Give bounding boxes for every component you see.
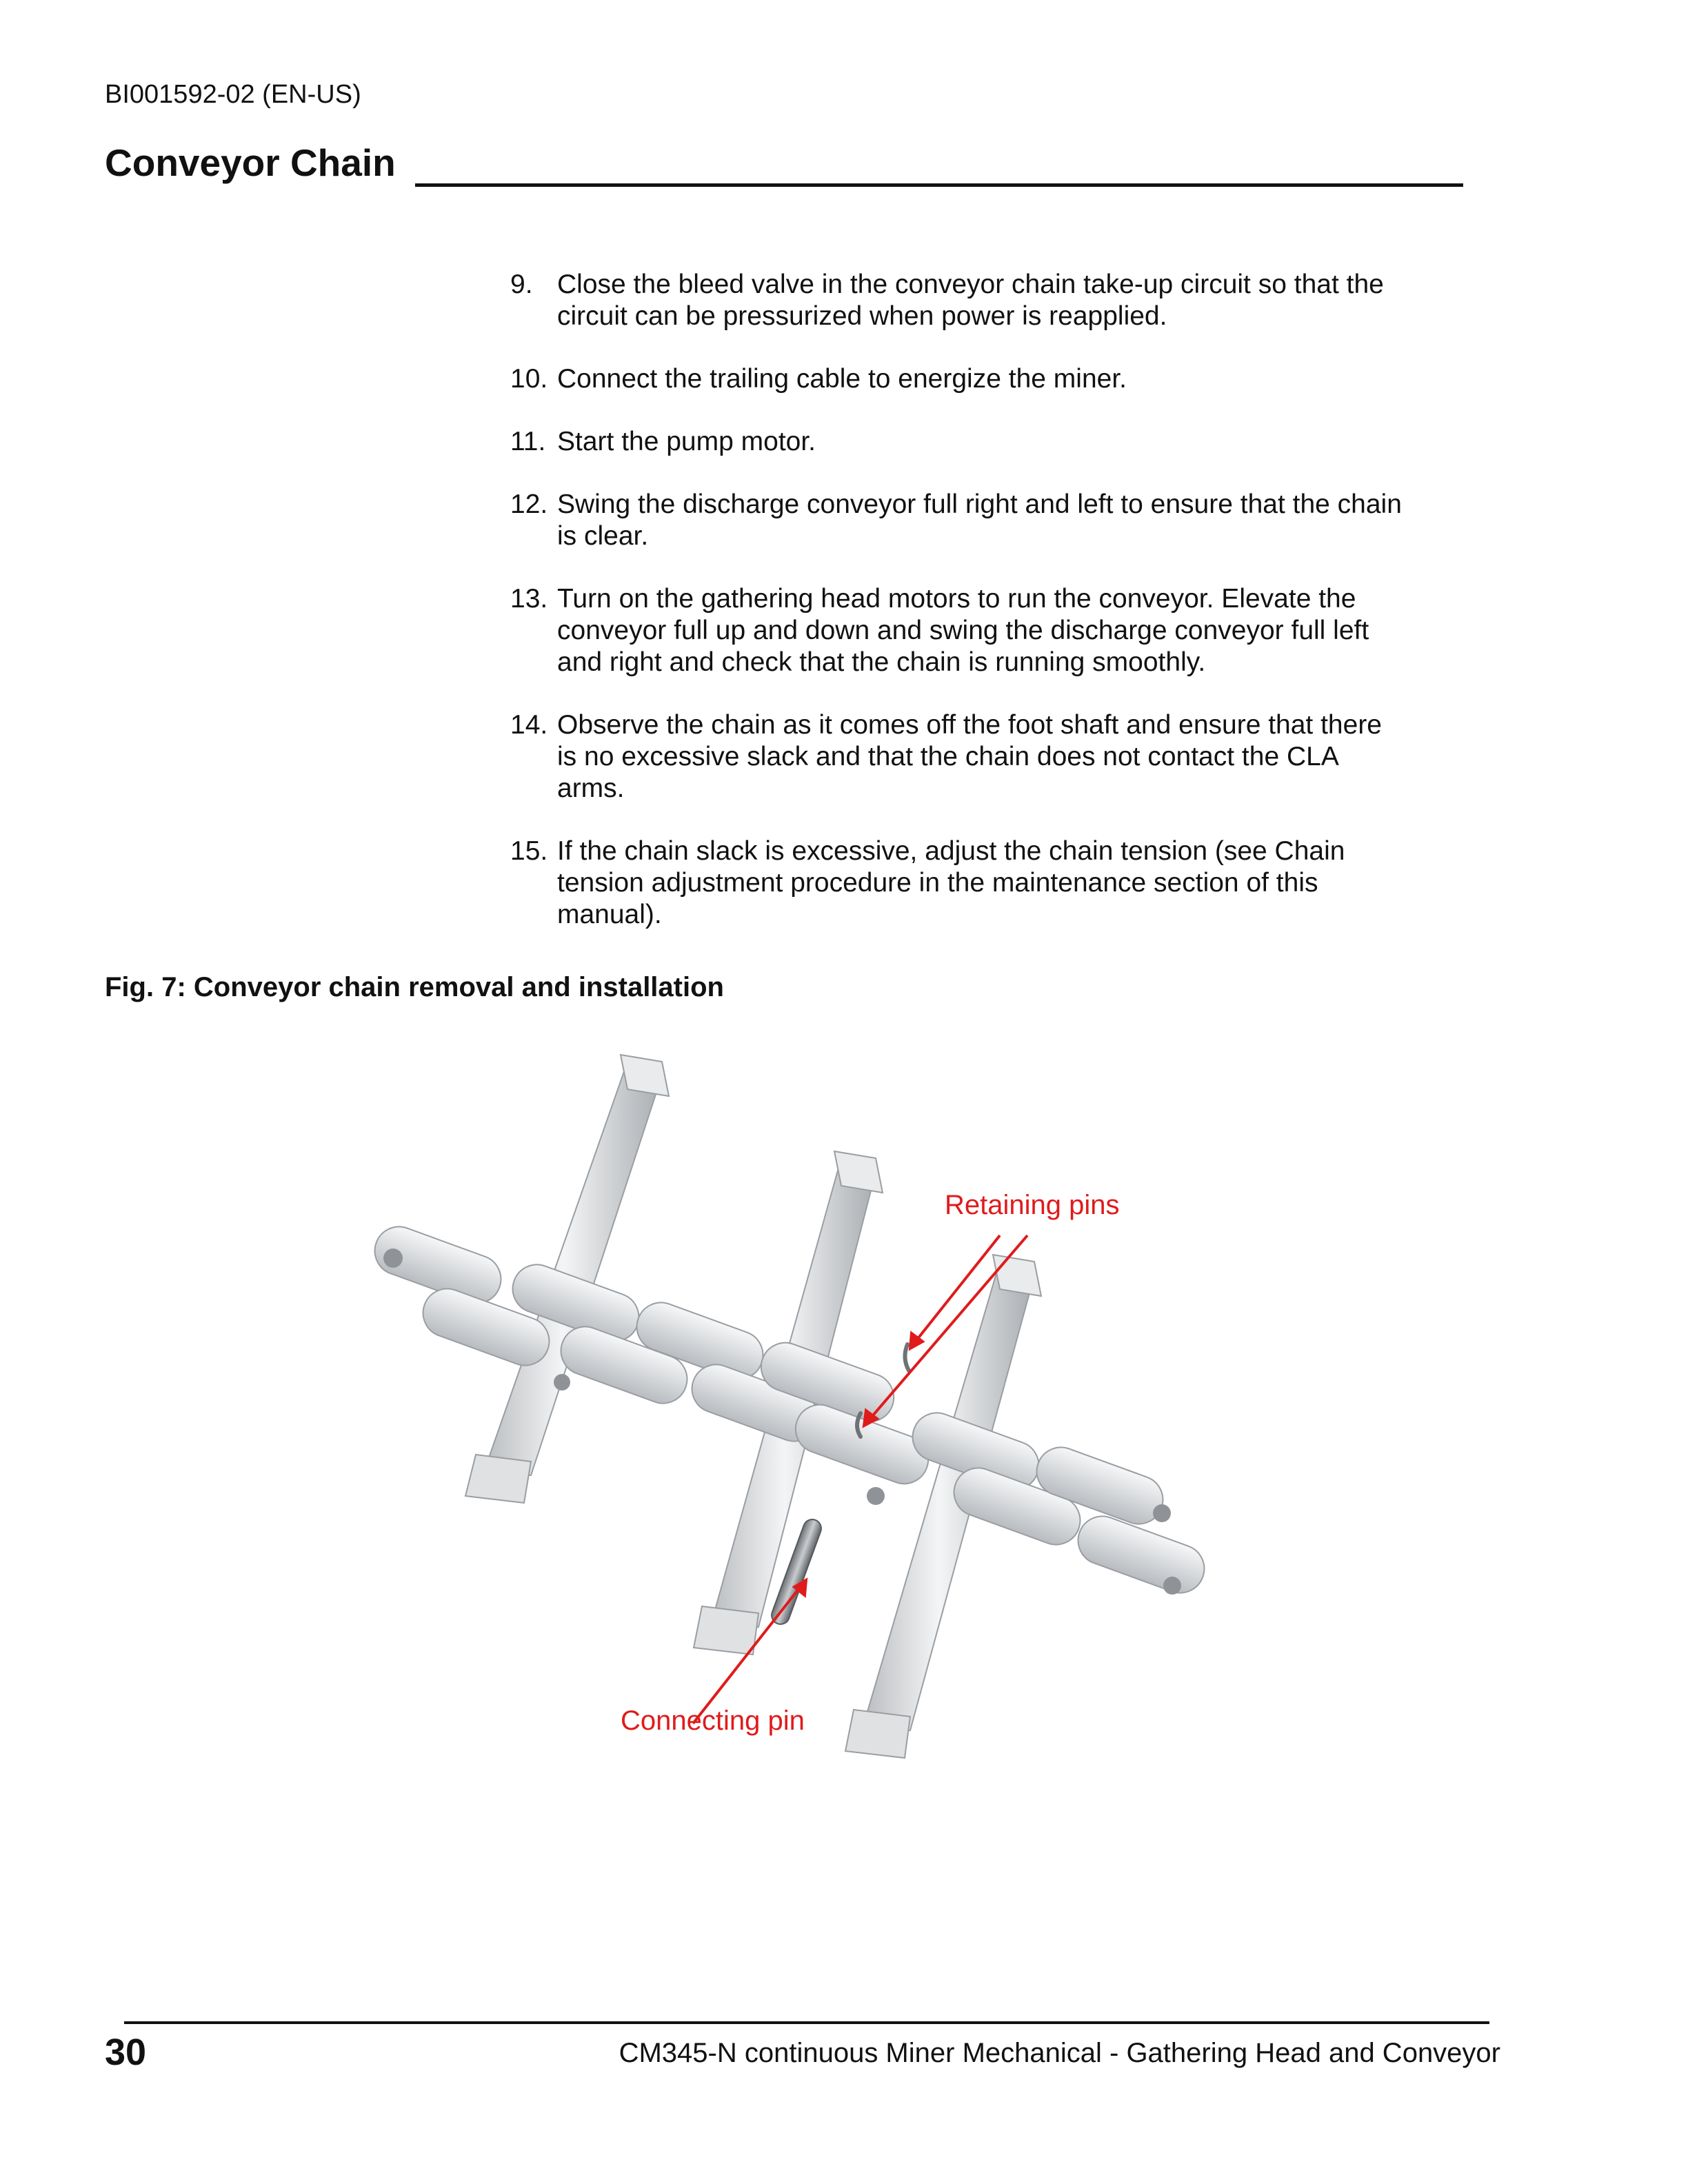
page-number: 30	[105, 2032, 147, 2073]
list-item	[510, 426, 1407, 458]
list-item	[510, 363, 1407, 395]
chain-figure	[303, 1034, 1269, 1792]
step-text: Observe the chain as it comes off the foot shaft and ensure that there is no excessive slack and that the chain does not contact the CLA arms.	[557, 710, 1382, 803]
list-item	[510, 269, 1407, 332]
step-text: Turn on the gathering head motors to run the conveyor. Elevate the conveyor full up and down and swing the discharge conveyor full left and right and check that the chain is running smoothly.	[557, 584, 1369, 677]
step-text: Connect the trailing cable to energize the miner.	[557, 364, 1127, 394]
chain-illustration	[303, 1034, 1269, 1792]
step-text: Close the bleed valve in the conveyor chain take-up circuit so that the circuit can be pressurized when power is reapplied.	[557, 270, 1384, 331]
step-text: Start the pump motor.	[557, 427, 816, 456]
step-number: 13.	[510, 584, 548, 614]
list-item	[510, 836, 1407, 931]
page-title-row	[105, 141, 1463, 189]
step-number: 9.	[510, 270, 533, 299]
callout-retaining-pins: Retaining pins	[945, 1190, 1120, 1220]
step-number: 15.	[510, 836, 548, 866]
step-text: Swing the discharge conveyor full right and left to ensure that the chain is clear.	[557, 489, 1402, 551]
step-number: 14.	[510, 710, 548, 740]
title-rule	[415, 183, 1463, 187]
list-item	[510, 709, 1407, 805]
callout-connecting-pin: Connecting pin	[621, 1706, 805, 1736]
step-text: If the chain slack is excessive, adjust the chain tension (see Chain tension adjustment procedure in the maintenance section of this manual).	[557, 836, 1345, 929]
step-number: 11.	[510, 427, 546, 456]
list-item	[510, 583, 1407, 678]
footer-rule	[124, 2021, 1489, 2024]
list-item	[510, 489, 1407, 552]
footer-text: CM345-N continuous Miner Mechanical - Gathering Head and Conveyor	[619, 2038, 1500, 2068]
page-title: Conveyor Chain	[105, 141, 396, 184]
step-number: 12.	[510, 489, 548, 519]
step-number: 10.	[510, 364, 548, 394]
procedure-steps	[510, 269, 1407, 962]
document-id: BI001592-02 (EN-US)	[105, 80, 361, 109]
figure-caption: Fig. 7: Conveyor chain removal and installation	[105, 972, 724, 1002]
